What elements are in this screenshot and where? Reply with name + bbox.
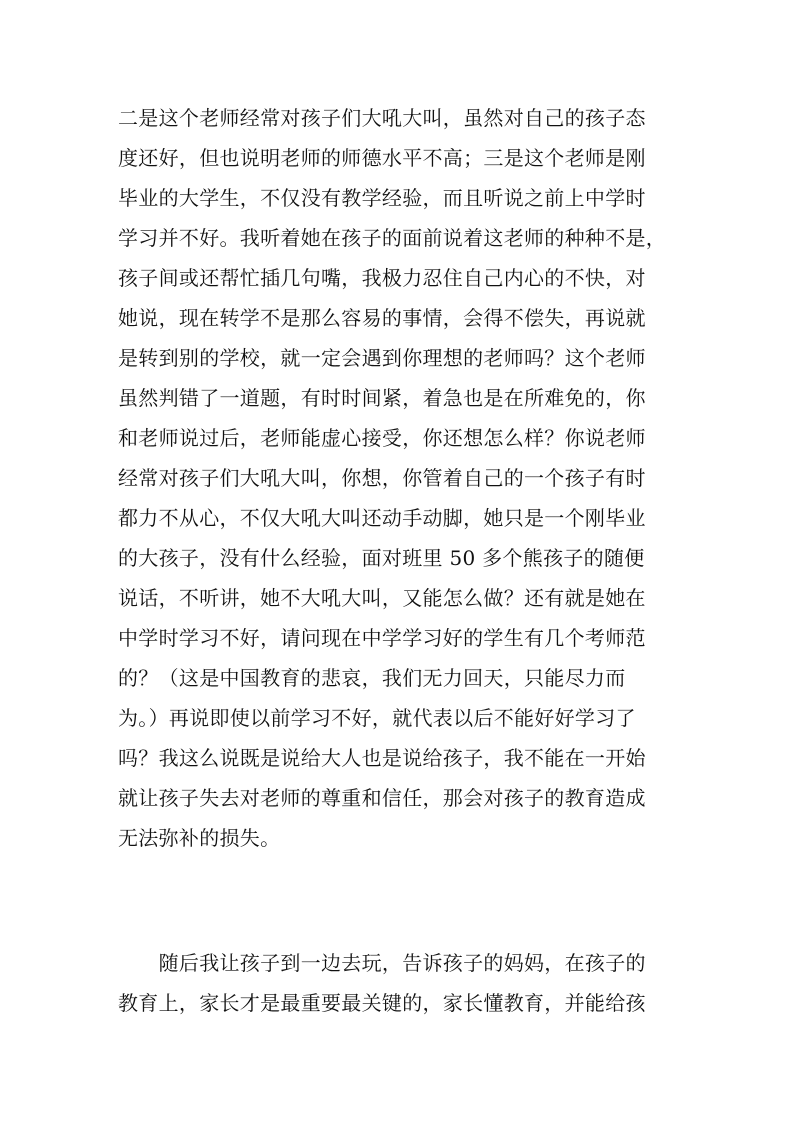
paragraph-line: 无法弥补的损失。 xyxy=(118,826,281,850)
paragraph-2 xyxy=(118,943,678,1023)
paragraph-1 xyxy=(118,98,678,858)
paragraph-line: 虽然判错了一道题，有时时间紧，着急也是在所难免的，你 xyxy=(118,386,646,410)
paragraph-line: 说话，不听讲，她不大吼大叫，又能怎么做？还有就是她在 xyxy=(118,586,646,610)
paragraph-line: 吗？我这么说既是说给大人也是说给孩子，我不能在一开始 xyxy=(118,746,646,770)
paragraph-line: 为。）再说即使以前学习不好，就代表以后不能好好学习了 xyxy=(118,706,636,730)
paragraph-line: 随后我让孩子到一边去玩，告诉孩子的妈妈，在孩子的 xyxy=(118,951,646,975)
paragraph-line: 都力不从心，不仅大吼大叫还动手动脚，她只是一个刚毕业 xyxy=(118,506,646,530)
paragraph-line: 就让孩子失去对老师的尊重和信任，那会对孩子的教育造成 xyxy=(118,786,646,810)
paragraph-line: 经常对孩子们大吼大叫，你想，你管着自己的一个孩子有时 xyxy=(118,466,646,490)
paragraph-line: 学习并不好。我听着她在孩子的面前说着这老师的种种不是， xyxy=(118,226,667,250)
paragraph-line: 的大孩子，没有什么经验，面对班里 50 多个熊孩子的随便 xyxy=(118,546,645,570)
paragraph-line: 度还好，但也说明老师的师德水平不高；三是这个老师是刚 xyxy=(118,146,646,170)
paragraph-line: 中学时学习不好，请问现在中学学习好的学生有几个考师范 xyxy=(118,626,646,650)
paragraph-line: 孩子间或还帮忙插几句嘴，我极力忍住自己内心的不快，对 xyxy=(118,266,646,290)
paragraph-line: 她说，现在转学不是那么容易的事情，会得不偿失，再说就 xyxy=(118,306,646,330)
paragraph-line: 的？（这是中国教育的悲哀，我们无力回天，只能尽力而 xyxy=(118,666,626,690)
paragraph-line: 二是这个老师经常对孩子们大吼大叫，虽然对自己的孩子态 xyxy=(118,106,646,130)
paragraph-line: 毕业的大学生，不仅没有教学经验，而且听说之前上中学时 xyxy=(118,186,646,210)
paragraph-line: 和老师说过后，老师能虚心接受，你还想怎么样？你说老师 xyxy=(118,426,646,450)
paragraph-line: 是转到别的学校，就一定会遇到你理想的老师吗？这个老师 xyxy=(118,346,646,370)
paragraph-line: 教育上，家长才是最重要最关键的，家长懂教育，并能给孩 xyxy=(118,991,646,1015)
